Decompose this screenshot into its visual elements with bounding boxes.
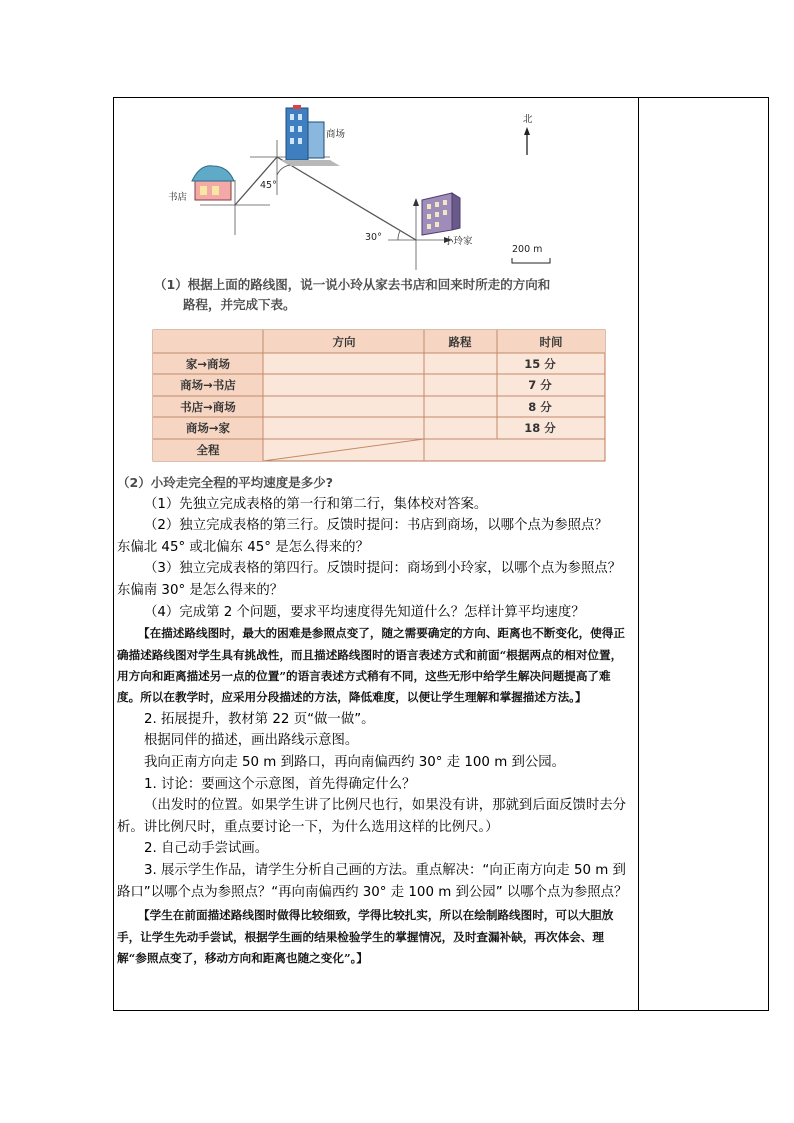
lesson-content bbox=[117, 472, 633, 969]
question1-line1: （1）根据上面的路线图，说一说小玲从家去书店和回来时所走的方向和 bbox=[154, 277, 551, 292]
table-time-cell: 18 分 bbox=[524, 421, 556, 435]
table-header-distance: 路程 bbox=[448, 335, 472, 349]
route-map-figure bbox=[140, 100, 630, 468]
column-divider bbox=[638, 97, 639, 1011]
table-route-cell: 全程 bbox=[196, 443, 220, 457]
teaching-note-2: 【学生在前面描述路线图时做得比较细致，学得比较扎实，所以在绘制路线图时，可以大胆放手，让学生先动手尝试，根据学生画的结果检验学生的掌握情况，及时查漏补缺，再次体会、理解“参照点变了，移动方向和距离也随之变化”。】 bbox=[117, 908, 614, 965]
step-1: （1）先独立完成表格的第一行和第二行，集体校对答案。 bbox=[144, 496, 488, 512]
scale-label: 200 m bbox=[512, 244, 543, 255]
scale-bar bbox=[512, 244, 550, 263]
table-time-cell: 7 分 bbox=[528, 378, 552, 392]
step-2b: 东偏北 45° 或北偏东 45° 是怎么得来的？ bbox=[117, 539, 369, 555]
extension-heading: 2. 拓展提升，教材第 22 页“做一做”。 bbox=[144, 711, 375, 727]
home-label: 小玲家 bbox=[444, 236, 473, 247]
angle-arc-home bbox=[398, 231, 400, 240]
table-header-direction: 方向 bbox=[332, 335, 356, 349]
table-route-cell: 家→商场 bbox=[185, 357, 231, 371]
discussion-answer: （出发时的位置。如果学生讲了比例尺也行，如果没有讲，那就到后面反馈时去分析。讲比例尺时，重点要讨论一下，为什么选用这样的比例尺。） bbox=[117, 798, 627, 835]
extension-instruction: 根据同伴的描述，画出路线示意图。 bbox=[144, 733, 359, 749]
table-time-cell: 15 分 bbox=[524, 357, 556, 371]
step-3a: （3）独立完成表格的第四行。反馈时提问：商场到小玲家，以哪个点为参照点？ bbox=[144, 561, 622, 577]
angle-label-home: 30° bbox=[365, 232, 382, 243]
try-drawing-step: 2. 自己动手尝试画。 bbox=[144, 841, 269, 857]
north-arrow-icon bbox=[523, 113, 533, 155]
extension-description: 我向正南方向走 50 m 到路口，再向南偏西约 30° 走 100 m 到公园。 bbox=[144, 754, 566, 770]
question1-line2: 路程，并完成下表。 bbox=[183, 297, 296, 312]
table-header-time: 时间 bbox=[539, 335, 563, 349]
angle-arc-mall bbox=[277, 165, 290, 175]
table-route-cell: 书店→商场 bbox=[180, 400, 236, 414]
step-2a: （2）独立完成表格的第三行。反馈时提问：书店到商场，以哪个点为参照点？ bbox=[144, 518, 608, 534]
route-lines bbox=[200, 140, 452, 270]
angle-label-mall: 45° bbox=[260, 180, 277, 191]
table-route-cell: 商场→书店 bbox=[180, 378, 236, 392]
home-building-icon bbox=[422, 193, 460, 235]
step-3b: 东偏南 30° 是怎么得来的？ bbox=[117, 582, 284, 598]
route-table bbox=[153, 330, 605, 461]
question2: （2）小玲走完全程的平均速度是多少? bbox=[117, 475, 333, 490]
table-route-cell: 商场→家 bbox=[185, 421, 231, 435]
bookstore-label: 书店 bbox=[168, 192, 188, 203]
step-4: （4）完成第 2 个问题，要求平均速度得先知道什么？怎样计算平均速度？ bbox=[144, 604, 585, 620]
north-label: 北 bbox=[523, 114, 533, 125]
teaching-note-1: 【在描述路线图时，最大的困难是参照点变了，随之需要确定的方向、距离也不断变化，使得正确描述路线图对学生具有挑战性，而且描述路线图时的语言表述方式和前面“根据两点的相对位置，用方向和距离描述另一点的位置”的语言表述方式稍有不同，这些无形中给学生解决问题提高了难度。所以在教学时，应采用分段描述的方法，降低难度，以便让学生理解和掌握描述方法。】 bbox=[117, 626, 625, 705]
table-time-cell: 8 分 bbox=[528, 400, 552, 414]
mall-label: 商场 bbox=[326, 129, 346, 140]
discussion-step: 1. 讨论：要画这个示意图，首先得确定什么？ bbox=[144, 776, 416, 792]
showcase-step: 3. 展示学生作品，请学生分析自己画的方法。重点解决：“向正南方向走 50 m 到路口”以哪个点为参照点？“再向南偏西约 30° 走 100 m 到公园” 以哪个点为参照点？ bbox=[117, 862, 628, 900]
bookstore-building-icon bbox=[192, 166, 234, 200]
